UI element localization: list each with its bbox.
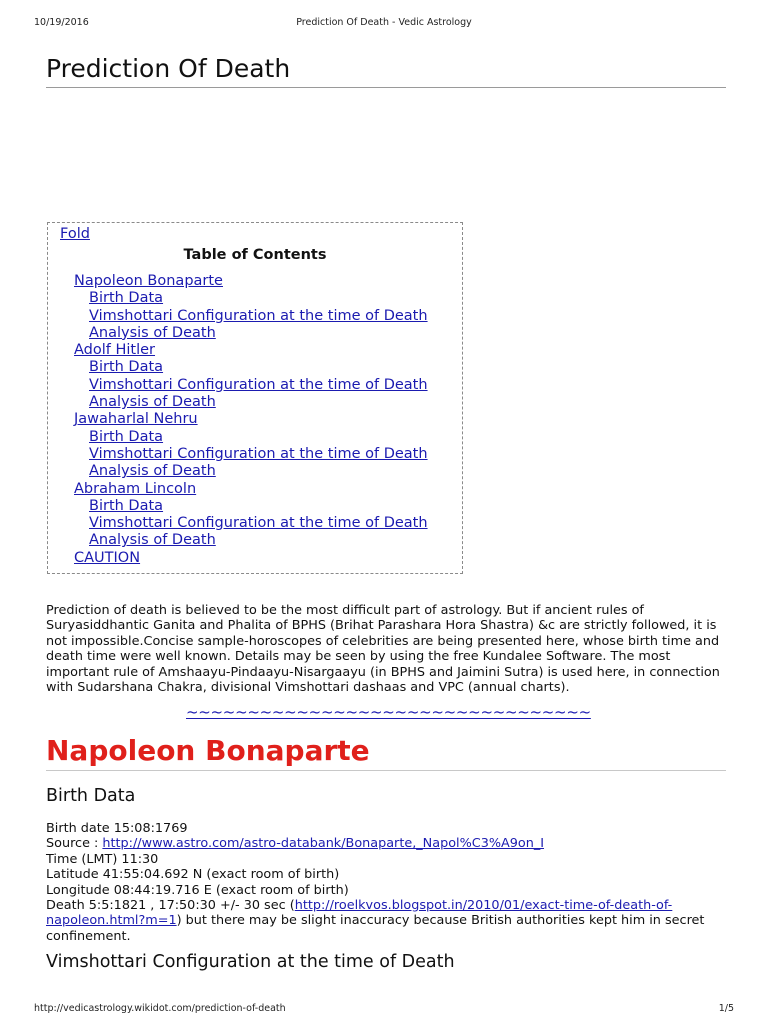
toc-link[interactable]: Analysis of Death <box>89 394 216 411</box>
birth-data-heading: Birth Data <box>46 786 136 806</box>
section-title-napoleon: Napoleon Bonaparte <box>46 734 726 771</box>
toc-item <box>74 532 428 549</box>
toc-link[interactable]: Birth Data <box>89 428 164 445</box>
toc-item <box>74 498 428 515</box>
toc-link[interactable]: Adolf Hitler <box>74 342 156 359</box>
print-url: http://vedicastrology.wikidot.com/prediction-of-death <box>34 1003 286 1014</box>
toc-item <box>74 550 428 567</box>
toc-link[interactable]: Vimshottari Configuration at the time of Death <box>89 445 428 462</box>
toc-link[interactable]: Napoleon Bonaparte <box>74 273 223 289</box>
birth-latitude: Latitude 41:55:04.692 N (exact room of birth) <box>46 867 340 883</box>
section-separator: ~~~~~~~~~~~~~~~~~~~~~~~~~~~~~~~~~ <box>186 703 591 721</box>
source-label: Source : <box>46 836 103 852</box>
toc-item <box>74 411 428 428</box>
toc-item <box>74 308 428 325</box>
toc-fold-link[interactable]: Fold <box>60 226 90 242</box>
birth-date: Birth date 15:08:1769 <box>46 821 188 836</box>
vimshottari-heading: Vimshottari Configuration at the time of Death <box>46 952 455 972</box>
toc-link[interactable]: Vimshottari Configuration at the time of Death <box>89 376 428 393</box>
toc-item <box>74 481 428 498</box>
birth-source <box>46 836 730 851</box>
toc-item <box>74 429 428 446</box>
toc-link[interactable]: Jawaharlal Nehru <box>74 411 198 428</box>
toc-item <box>74 273 428 290</box>
toc-item <box>74 515 428 532</box>
toc-item <box>74 342 428 359</box>
page-title: Prediction Of Death <box>46 54 726 88</box>
toc-item <box>74 290 428 307</box>
toc-item <box>74 463 428 480</box>
print-page-number: 1/5 <box>718 1003 734 1014</box>
source-link[interactable]: http://www.astro.com/astro-databank/Bonaparte,_Napol%C3%A9on_I <box>102 836 545 852</box>
toc-link[interactable]: Vimshottari Configuration at the time of Death <box>89 307 428 324</box>
toc-link[interactable]: Birth Data <box>89 497 164 514</box>
death-info <box>46 898 730 944</box>
toc-item <box>74 359 428 376</box>
print-footer <box>34 1003 734 1017</box>
print-header <box>34 17 734 31</box>
toc-heading: Table of Contents <box>183 247 327 263</box>
toc-link[interactable]: Vimshottari Configuration at the time of Death <box>89 515 428 532</box>
birth-data-block <box>46 821 730 944</box>
toc-list <box>74 273 428 567</box>
toc-link[interactable]: Abraham Lincoln <box>74 480 197 497</box>
toc-link[interactable]: Analysis of Death <box>89 324 216 341</box>
death-prefix: Death 5:5:1821 , 17:50:30 +/- 30 sec ( <box>46 898 295 914</box>
intro-paragraph: Prediction of death is believed to be the most difficult part of astrology. But if ancient rules of Suryasiddhantic Ganita and Phalita of BPHS (Brihat Parashara Hora Shastra) &c are strictly followed, it is not impossible.Concise sample-horoscopes of celebrities are being presented here, whose birth time and death time were well known. Details may be seen by using the free Kundalee Software. The most important rule of Amshaayu-Pindaayu-Nisargaayu (in BPHS and Jaimini Sutra) is used here, in connection with Sudarshana Chakra, divisional Vimshottari dashaas and VPC (annual charts). <box>46 603 720 696</box>
table-of-contents <box>47 222 463 574</box>
print-date: 10/19/2016 <box>34 17 89 28</box>
toc-item <box>74 325 428 342</box>
birth-longitude: Longitude 08:44:19.716 E (exact room of birth) <box>46 882 349 898</box>
toc-link[interactable]: Analysis of Death <box>89 532 216 549</box>
toc-link[interactable]: Analysis of Death <box>89 463 216 480</box>
toc-item <box>74 377 428 394</box>
death-suffix: ) but there may be slight inaccuracy because British authorities kept him in secret confinement. <box>46 913 705 944</box>
toc-link[interactable]: CAUTION <box>74 549 141 566</box>
death-source-link[interactable]: http://roelkvos.blogspot.in/2010/01/exact-time-of-death-of-napoleon.html?m=1 <box>46 898 673 929</box>
birth-time: Time (LMT) 11:30 <box>46 851 159 867</box>
toc-item <box>74 446 428 463</box>
toc-link[interactable]: Birth Data <box>89 359 164 376</box>
toc-item <box>74 394 428 411</box>
print-document-title: Prediction Of Death - Vedic Astrology <box>296 17 472 28</box>
toc-link[interactable]: Birth Data <box>89 290 164 307</box>
